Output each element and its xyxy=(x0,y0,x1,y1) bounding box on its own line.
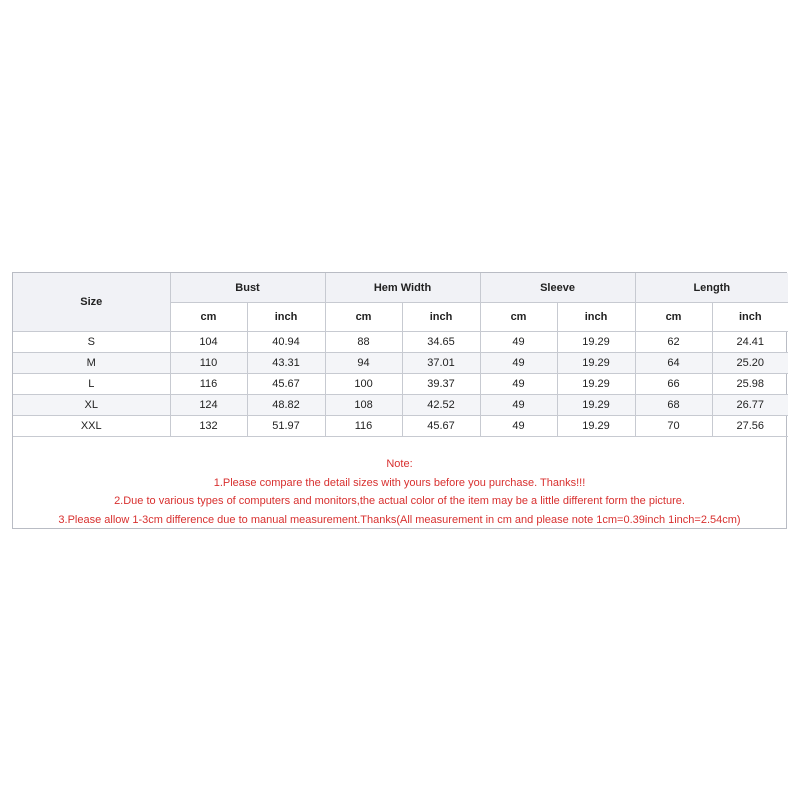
unit-header: cm xyxy=(170,303,247,332)
table-cell: 40.94 xyxy=(247,332,325,353)
table-row xyxy=(13,416,788,437)
size-cell: S xyxy=(13,332,170,353)
table-cell: 49 xyxy=(480,332,557,353)
table-cell: 19.29 xyxy=(557,332,635,353)
table-cell: 25.20 xyxy=(712,353,788,374)
table-cell: 27.56 xyxy=(712,416,788,437)
table-cell: 68 xyxy=(635,395,712,416)
table-group-header-row xyxy=(13,273,788,303)
note-line: 2.Due to various types of computers and monitors,the actual color of the item may be a little different form the picture. xyxy=(114,495,685,507)
notes-section xyxy=(13,437,786,529)
table-cell: 132 xyxy=(170,416,247,437)
table-row xyxy=(13,374,788,395)
unit-header: inch xyxy=(402,303,480,332)
unit-header: cm xyxy=(325,303,402,332)
table-cell: 116 xyxy=(170,374,247,395)
table-cell: 42.52 xyxy=(402,395,480,416)
table-cell: 26.77 xyxy=(712,395,788,416)
size-cell: L xyxy=(13,374,170,395)
unit-header: inch xyxy=(557,303,635,332)
table-cell: 48.82 xyxy=(247,395,325,416)
note-title: Note: xyxy=(386,458,413,470)
unit-header: inch xyxy=(712,303,788,332)
table-row xyxy=(13,395,788,416)
table-cell: 70 xyxy=(635,416,712,437)
table-cell: 19.29 xyxy=(557,353,635,374)
table-cell: 116 xyxy=(325,416,402,437)
table-cell: 45.67 xyxy=(247,374,325,395)
note-line: 1.Please compare the detail sizes with yours before you purchase. Thanks!!! xyxy=(213,476,586,489)
table-cell: 49 xyxy=(480,353,557,374)
table-cell: 34.65 xyxy=(402,332,480,353)
size-cell: XL xyxy=(13,395,170,416)
table-cell: 94 xyxy=(325,353,402,374)
table-cell: 100 xyxy=(325,374,402,395)
size-cell: M xyxy=(13,353,170,374)
table-cell: 49 xyxy=(480,395,557,416)
bust-header: Bust xyxy=(170,273,325,303)
table-cell: 104 xyxy=(170,332,247,353)
table-cell: 108 xyxy=(325,395,402,416)
table-cell: 43.31 xyxy=(247,353,325,374)
table-cell: 64 xyxy=(635,353,712,374)
size-column-header: Size xyxy=(13,273,170,332)
table-cell: 24.41 xyxy=(712,332,788,353)
table-cell: 110 xyxy=(170,353,247,374)
table-cell: 51.97 xyxy=(247,416,325,437)
table-row xyxy=(13,332,788,353)
note-line: 3.Please allow 1-3cm difference due to manual measurement.Thanks(All measurement in cm and please note 1cm=0.39inch 1inch=2.54cm) xyxy=(58,513,741,526)
table-cell: 66 xyxy=(635,374,712,395)
size-table xyxy=(13,273,788,437)
table-cell: 19.29 xyxy=(557,374,635,395)
table-cell: 49 xyxy=(480,416,557,437)
table-cell: 49 xyxy=(480,374,557,395)
table-cell: 25.98 xyxy=(712,374,788,395)
length-header: Length xyxy=(635,273,788,303)
table-cell: 39.37 xyxy=(402,374,480,395)
unit-header: cm xyxy=(480,303,557,332)
table-cell: 37.01 xyxy=(402,353,480,374)
table-cell: 45.67 xyxy=(402,416,480,437)
size-cell: XXL xyxy=(13,416,170,437)
size-table-body xyxy=(13,332,788,437)
sleeve-header: Sleeve xyxy=(480,273,635,303)
table-cell: 124 xyxy=(170,395,247,416)
table-row xyxy=(13,353,788,374)
unit-header: cm xyxy=(635,303,712,332)
size-chart xyxy=(12,272,787,529)
table-cell: 62 xyxy=(635,332,712,353)
table-cell: 88 xyxy=(325,332,402,353)
table-cell: 19.29 xyxy=(557,416,635,437)
hem-width-header: Hem Width xyxy=(325,273,480,303)
unit-header: inch xyxy=(247,303,325,332)
table-cell: 19.29 xyxy=(557,395,635,416)
